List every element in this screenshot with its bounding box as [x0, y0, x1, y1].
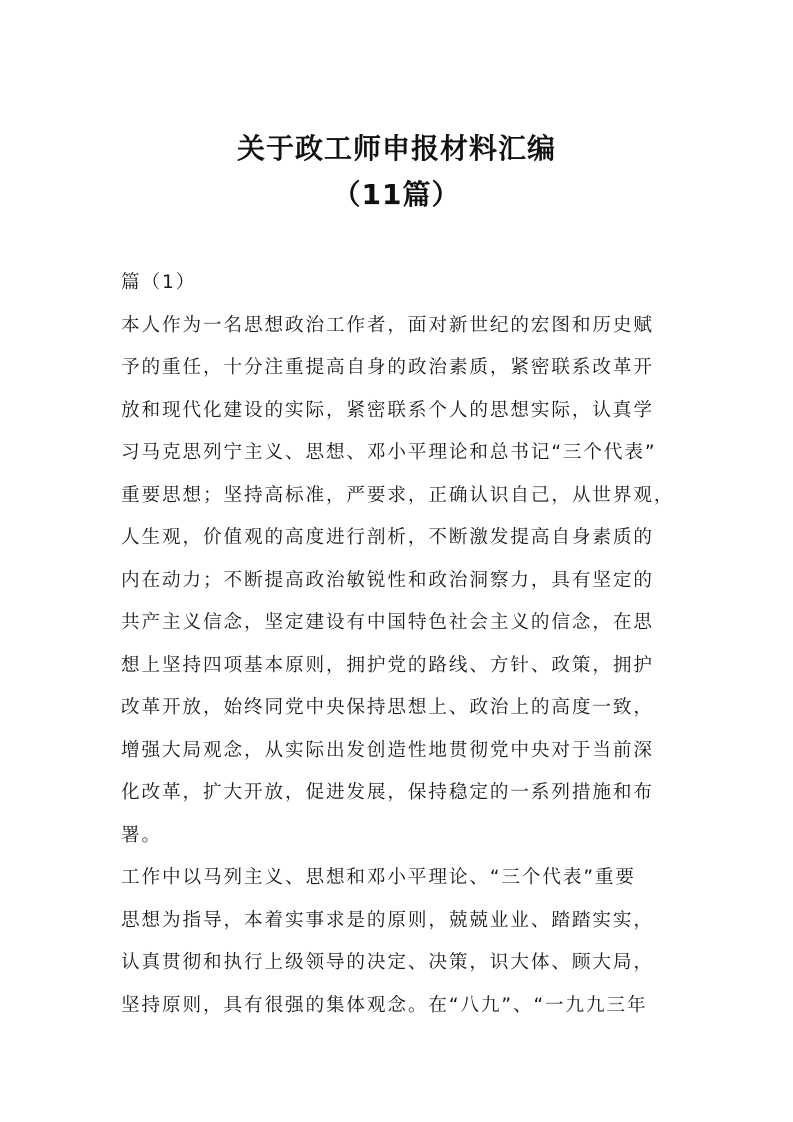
text-line: 想上坚持四项基本原则，拥护党的路线、方针、政策，拥护	[121, 654, 654, 676]
document-subtitle: （11篇）	[332, 178, 461, 211]
text-line: 放和现代化建设的实际，紧密联系个人的思想实际，认真学	[121, 399, 654, 421]
text-line: 本人作为一名思想政治工作者，面对新世纪的宏图和历史赋	[121, 314, 654, 336]
text-line: 内在动力；不断提高政治敏锐性和政治洞察力，具有坚定的	[121, 569, 654, 591]
text-line: 认真贯彻和执行上级领导的决定、决策，识大体、顾大局，	[121, 952, 654, 973]
section-heading: 篇（1）	[121, 272, 197, 293]
text-line: 化改革，扩大开放，促进发展，保持稳定的一系列措施和布	[121, 782, 654, 803]
document-body	[121, 262, 686, 1027]
text-line: 增强大局观念，从实际出发创造性地贯彻党中央对于当前深	[121, 739, 654, 761]
text-line: 人生观，价值观的高度进行剖析，不断激发提高自身素质的	[121, 527, 654, 548]
paragraph-lines	[121, 305, 686, 1028]
text-line: 工作中以马列主义、思想和邓小平理论、“三个代表”重要	[121, 867, 636, 888]
text-line: 重要思想；坚持高标准，严要求，正确认识自己，从世界观，	[121, 484, 675, 506]
text-line: 坚持原则，具有很强的集体观念。在“八九”、“一九九三年	[121, 994, 648, 1016]
text-line: 改革开放，始终同党中央保持思想上、政治上的高度一致，	[121, 697, 654, 718]
document-title: 关于政工师申报材料汇编	[236, 132, 556, 165]
text-line: 习马克思列宁主义、思想、邓小平理论和总书记“三个代表”	[121, 442, 657, 463]
text-line: 予的重任，十分注重提高自身的政治素质，紧密联系改革开	[121, 357, 654, 378]
text-line: 署。	[121, 824, 162, 846]
text-line: 思想为指导，本着实事求是的原则，兢兢业业、踏踏实实，	[121, 909, 654, 931]
text-line: 共产主义信念，坚定建设有中国特色社会主义的信念，在思	[121, 612, 654, 633]
